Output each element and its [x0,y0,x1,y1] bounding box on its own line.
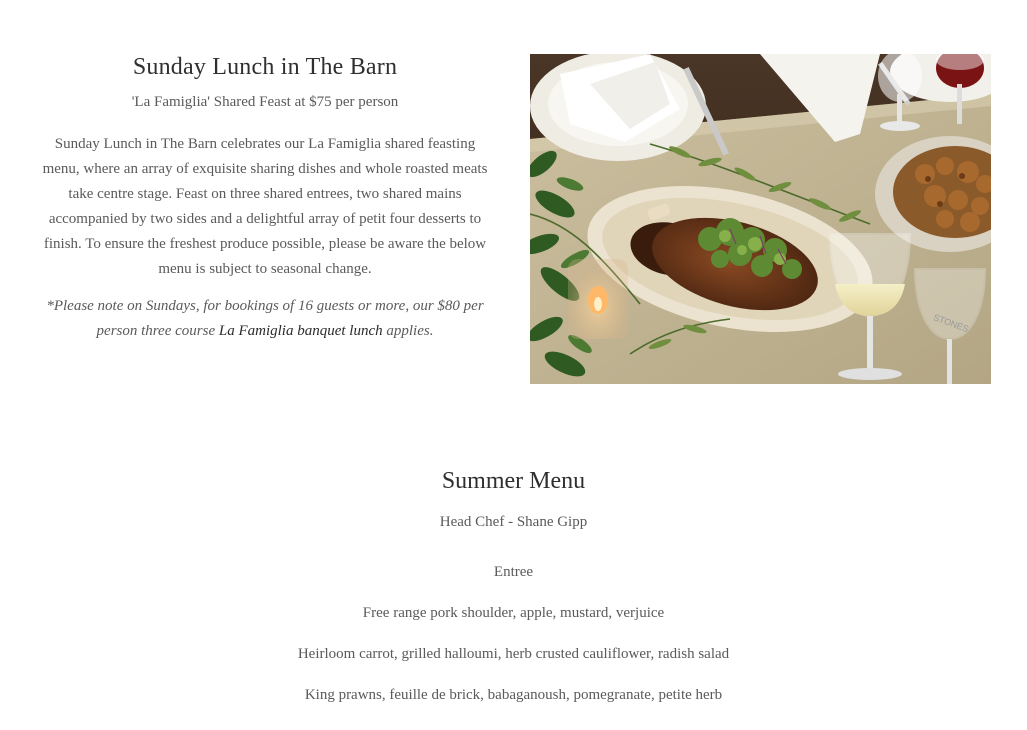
banquet-lunch-link[interactable]: La Famiglia banquet lunch [218,323,383,339]
intro-description: Sunday Lunch in The Barn celebrates our La Famiglia shared feasting menu, where an array of exquisite sharing dishes and whole roasted meats take centre stage. Feast on three shared entrees, two shared mains accompanied by two sides and a delightful array of petit four desserts to finish. To ensure the freshest produce possible, please be aware the below menu is subject to seasonal change. [42,136,488,277]
menu-section [0,462,1027,726]
page-title: Sunday Lunch in The Barn [132,54,398,80]
glass-logo-text: STONES [932,312,971,335]
menu-title: Summer Menu [441,468,586,494]
menu-dish: Free range pork shoulder, apple, mustard, verjuice [362,605,665,621]
course-heading-entree: Entree [493,564,534,580]
menu-dish: Heirloom carrot, grilled halloumi, herb crusted cauliflower, radish salad [297,646,730,662]
intro-section [30,50,500,344]
feast-photo [530,54,991,384]
booking-note-suffix: applies. [382,323,434,339]
head-chef: Head Chef - Shane Gipp [439,514,588,530]
booking-note [30,294,500,344]
menu-dish: King prawns, feuille de brick, babaganoush, pomegranate, petite herb [304,687,723,703]
booking-note-prefix: *Please note on Sundays, for bookings of 16 guests or more, our $80 per person three course [46,298,484,339]
feast-price-subtitle: 'La Famiglia' Shared Feast at $75 per person [131,94,399,110]
